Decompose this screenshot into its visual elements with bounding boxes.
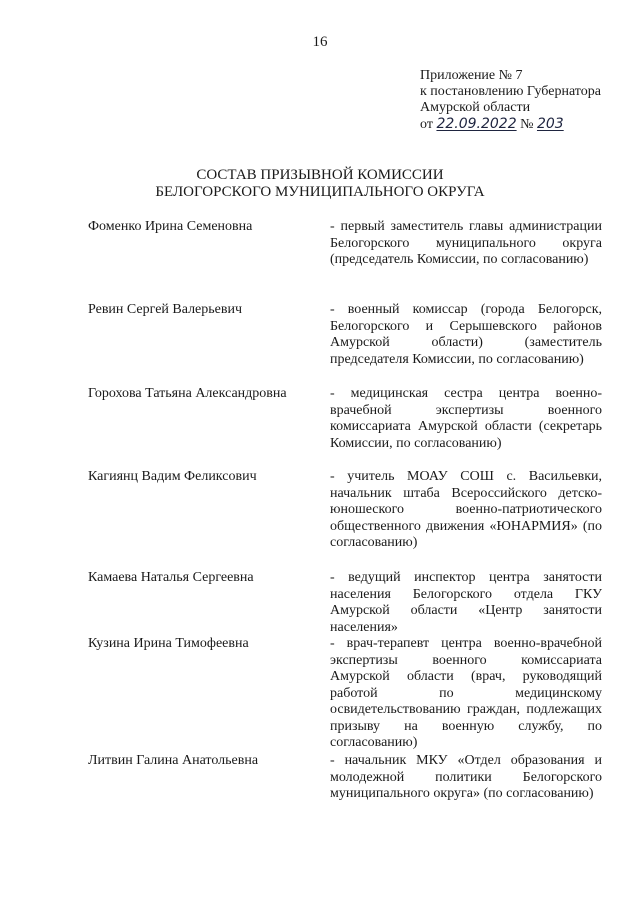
member-role: - учитель МОАУ СОШ с. Васильевки, начальник штаба Всероссийского детско-юношеского военно-патриотического общественного движения «ЮНАРМИЯ» (по согласованию) bbox=[330, 469, 602, 550]
member-name: Фоменко Ирина Семеновна bbox=[88, 219, 253, 234]
date-value: 22.09.2022 bbox=[436, 116, 517, 132]
date-prefix: от bbox=[420, 117, 433, 132]
appendix-line: Амурской области bbox=[420, 100, 531, 115]
page-number: 16 bbox=[312, 34, 328, 50]
number-prefix: № bbox=[520, 117, 534, 132]
appendix-line: Приложение № 7 bbox=[420, 68, 523, 83]
title-line: СОСТАВ ПРИЗЫВНОЙ КОМИССИИ bbox=[196, 167, 444, 183]
member-role: - врач-терапевт центра военно-врачебной экспертизы военного комиссариата Амурской области (врач, руководящий работой по медицинскому освидетельствованию граждан, подлежащих призыву на военную службу, по согласованию) bbox=[330, 636, 602, 750]
number-value: 203 bbox=[536, 116, 564, 132]
member-role: - военный комиссар (города Белогорск, Белогорского и Серышевского районов Амурской области) (заместитель председателя Комиссии, по согласованию) bbox=[330, 302, 602, 367]
member-role: - ведущий инспектор центра занятости населения Белогорского отдела ГКУ Амурской области «Центр занятости населения» bbox=[330, 570, 602, 635]
appendix-date-line bbox=[420, 116, 625, 133]
member-role: - медицинская сестра центра военно-врачебной экспертизы военного комиссариата Амурской области (секретарь Комиссии, по согласованию) bbox=[330, 386, 602, 451]
member-name: Кузина Ирина Тимофеевна bbox=[88, 636, 249, 651]
title-line: БЕЛОГОРСКОГО МУНИЦИПАЛЬНОГО ОКРУГА bbox=[155, 184, 485, 200]
appendix-block bbox=[420, 68, 625, 133]
member-role: - начальник МКУ «Отдел образования и молодежной политики Белогорского муниципального округа» (по согласованию) bbox=[330, 753, 602, 801]
document-title bbox=[0, 167, 640, 201]
member-name: Ревин Сергей Валерьевич bbox=[88, 302, 243, 317]
member-name: Горохова Татьяна Александровна bbox=[88, 386, 287, 401]
member-name: Камаева Наталья Сергеевна bbox=[88, 570, 254, 585]
member-name: Кагиянц Вадим Феликсович bbox=[88, 469, 257, 484]
appendix-line: к постановлению Губернатора bbox=[420, 84, 601, 99]
member-name: Литвин Галина Анатольевна bbox=[88, 753, 259, 768]
member-role: - первый заместитель главы администрации Белогорского муниципального округа (председатель Комиссии, по согласованию) bbox=[330, 219, 602, 267]
